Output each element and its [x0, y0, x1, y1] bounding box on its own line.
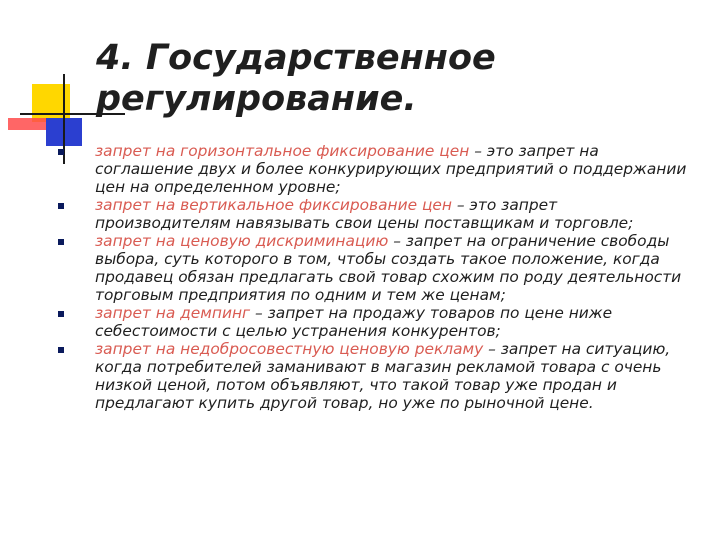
- item-text: – запрет на продажу товаров по цене ниже себестоимости с целью устранения конкурентов;: [95, 304, 613, 340]
- list-item: [58, 340, 688, 412]
- item-text: – это запрет производителям навязывать свои цены поставщикам и торговле;: [95, 196, 634, 232]
- list-item: [58, 142, 688, 196]
- item-term: запрет на демпинг: [95, 304, 251, 322]
- item-term: запрет на недобросовестную ценовую рекламу: [95, 340, 484, 358]
- list-item: [58, 232, 688, 304]
- square-bullet-icon: [58, 347, 64, 353]
- slide-title: [96, 38, 496, 120]
- item-term: запрет на вертикальное фиксирование цен: [95, 196, 452, 214]
- list-item: [58, 304, 688, 340]
- item-text: – запрет на ситуацию, когда потребителей заманивают в магазин рекламой товара с очень низкой ценой, потом объявляют, что такой товар уже продан и предлагают купить другой товар, но уже по рыночной цене.: [95, 340, 671, 412]
- item-term: запрет на ценовую дискриминацию: [95, 232, 389, 250]
- square-bullet-icon: [58, 239, 64, 245]
- decorative-red-bar: [8, 118, 46, 130]
- list-item: [58, 196, 688, 232]
- square-bullet-icon: [58, 149, 64, 155]
- slide-title-line-2: регулирование.: [96, 79, 417, 119]
- bullet-list: [58, 142, 688, 412]
- square-bullet-icon: [58, 203, 64, 209]
- square-bullet-icon: [58, 311, 64, 317]
- slide-title-line-1: 4. Государственное: [96, 38, 496, 78]
- item-text: – это запрет на соглашение двух и более конкурирующих предприятий о поддержании цен на определенном уровне;: [95, 142, 687, 196]
- item-text: – запрет на ограничение свободы выбора, суть которого в том, чтобы создать такое положение, когда продавец обязан предлагать свой товар схожим по роду деятельности торговым предприятия по одним и тем же ценам;: [95, 232, 682, 304]
- item-term: запрет на горизонтальное фиксирование цен: [95, 142, 470, 160]
